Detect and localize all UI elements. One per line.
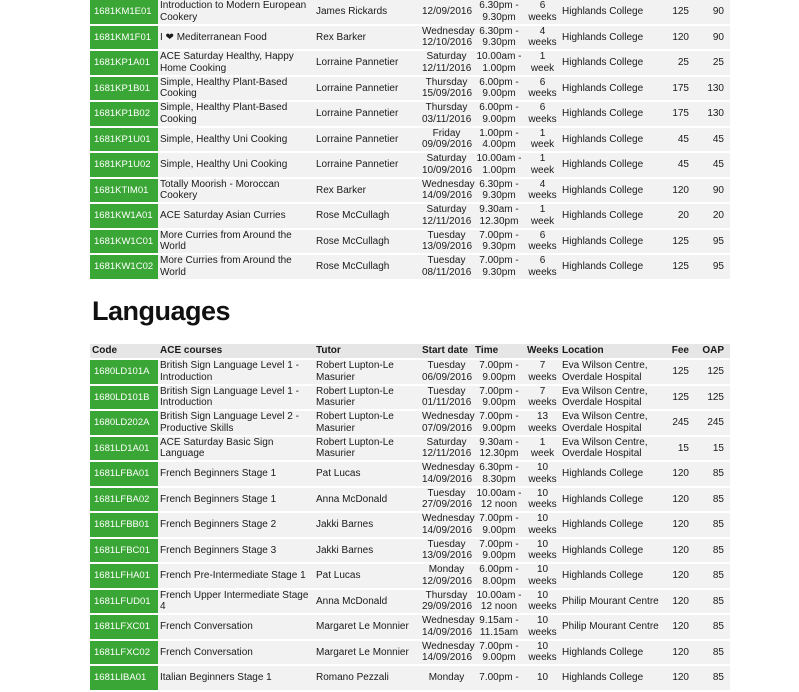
oap-fee: 130 <box>695 102 730 126</box>
header-fee: Fee <box>664 344 695 358</box>
tutor-name: Robert Lupton-Le Masurier <box>314 437 420 461</box>
duration-weeks: 10 weeks <box>525 564 560 588</box>
table-row <box>90 153 730 177</box>
course-title: Introduction to Modern European Cookery <box>158 0 314 24</box>
course-title: French Beginners Stage 3 <box>158 539 314 563</box>
session-time: 9.30am - 12.30pm <box>473 437 525 461</box>
start-date: Tuesday 13/09/2016 <box>422 229 473 253</box>
table-row <box>90 437 730 461</box>
session-time: 7.00pm - 9.00pm <box>473 641 525 665</box>
fee: 125 <box>664 230 695 254</box>
fee: 125 <box>664 386 695 410</box>
table-row <box>90 102 730 126</box>
fee: 45 <box>664 153 695 177</box>
session-time: 6.00pm - 9.00pm <box>473 77 525 101</box>
start-date: Friday 09/09/2016 <box>422 127 473 151</box>
session-time: 6.00pm - 8.00pm <box>473 564 525 588</box>
course-code: 1681KM1F01 <box>90 26 158 50</box>
duration-weeks: 10 weeks <box>525 615 560 639</box>
table-row <box>90 360 730 384</box>
session-time: 7.00pm - 9.00pm <box>473 513 525 537</box>
course-title: British Sign Language Level 1 - Introduction <box>158 360 314 384</box>
course-code: 1681LFBA01 <box>90 462 158 486</box>
oap-fee: 90 <box>695 0 730 24</box>
duration-weeks: 10 weeks <box>525 641 560 665</box>
course-code: 1680LD101A <box>90 360 158 384</box>
header-time: Time <box>473 344 525 358</box>
table-row <box>90 539 730 563</box>
location: Highlands College <box>560 513 664 537</box>
duration-weeks: 4 weeks <box>525 26 560 50</box>
duration-weeks: 1 week <box>525 204 560 228</box>
fee: 120 <box>664 488 695 512</box>
course-code: 1681KP1A01 <box>90 51 158 75</box>
oap-fee: 125 <box>695 386 730 410</box>
oap-fee: 85 <box>695 488 730 512</box>
location: Highlands College <box>560 564 664 588</box>
location: Highlands College <box>560 666 664 690</box>
session-time: 7.00pm - 9.00pm <box>473 386 525 410</box>
session-time: 10.00am - 1.00pm <box>473 51 525 75</box>
oap-fee: 85 <box>695 590 730 614</box>
tutor-name: Margaret Le Monnier <box>314 615 420 639</box>
oap-fee: 125 <box>695 360 730 384</box>
table-row <box>90 204 730 228</box>
location: Philip Mourant Centre <box>560 615 664 639</box>
duration-weeks: 6 weeks <box>525 230 560 254</box>
section-heading-languages: Languages <box>92 296 231 326</box>
session-time: 6.30pm - 9.30pm <box>473 179 525 203</box>
course-title: French Conversation <box>158 641 314 665</box>
start-date: Wednesday 14/09/2016 <box>422 462 475 485</box>
location: Highlands College <box>560 488 664 512</box>
oap-fee: 90 <box>695 26 730 50</box>
course-code: 1681KP1U01 <box>90 128 158 152</box>
start-date: Wednesday 14/09/2016 <box>422 178 475 202</box>
course-code: 1681LFHA01 <box>90 564 158 588</box>
oap-fee: 85 <box>695 666 730 690</box>
duration-weeks: 10 weeks <box>525 488 560 512</box>
course-code: 1681LFBB01 <box>90 513 158 537</box>
duration-weeks: 4 weeks <box>525 179 560 203</box>
oap-fee: 85 <box>695 641 730 665</box>
location: Eva Wilson Centre, Overdale Hospital <box>560 411 664 435</box>
course-code: 1681KP1U02 <box>90 153 158 177</box>
course-code: 1681KP1B02 <box>90 102 158 126</box>
start-date: Wednesday 14/09/2016 <box>422 513 475 536</box>
course-code: 1681LFBA02 <box>90 488 158 512</box>
course-title: British Sign Language Level 1 - Introduction <box>158 386 314 410</box>
course-title: Simple, Healthy Uni Cooking <box>158 128 314 152</box>
fee: 120 <box>664 615 695 639</box>
table-row <box>90 386 730 410</box>
oap-fee: 15 <box>695 437 730 461</box>
course-code: 1680LD101B <box>90 386 158 410</box>
oap-fee: 25 <box>695 51 730 75</box>
duration-weeks: 6 weeks <box>525 77 560 101</box>
start-date: Tuesday 06/09/2016 <box>422 360 473 383</box>
location: Highlands College <box>560 153 664 177</box>
tutor-name: Anna McDonald <box>314 488 420 512</box>
tutor-name: Pat Lucas <box>314 564 420 588</box>
fee: 120 <box>664 564 695 588</box>
course-code: 1681LD1A01 <box>90 437 158 461</box>
start-date: Thursday 15/09/2016 <box>422 76 473 100</box>
course-code: 1681KTIM01 <box>90 179 158 203</box>
header-oap: OAP <box>695 344 730 358</box>
start-date: Tuesday 01/11/2016 <box>422 385 472 409</box>
course-title: French Beginners Stage 1 <box>158 488 314 512</box>
location: Eva Wilson Centre, Overdale Hospital <box>560 360 664 384</box>
table-row <box>90 179 730 203</box>
course-title: More Curries from Around the World <box>158 230 314 254</box>
location: Highlands College <box>560 539 664 563</box>
session-time: 7.00pm - 9.00pm <box>473 539 525 563</box>
cooking-courses-table <box>90 0 730 281</box>
fee: 120 <box>664 26 695 50</box>
start-date: Wednesday 14/09/2016 <box>422 615 475 638</box>
header-tutor: Tutor <box>314 344 420 358</box>
session-time: 7.00pm - 9.00pm <box>473 360 525 384</box>
location: Highlands College <box>560 51 664 75</box>
oap-fee: 130 <box>695 77 730 101</box>
oap-fee: 45 <box>695 153 730 177</box>
tutor-name: Rose McCullagh <box>314 230 420 254</box>
course-code: 1681LFXC01 <box>90 615 158 639</box>
duration-weeks: 10 weeks <box>525 462 560 486</box>
tutor-name: Robert Lupton-Le Masurier <box>314 360 420 384</box>
table-row <box>90 255 730 279</box>
location: Highlands College <box>560 77 664 101</box>
duration-weeks: 13 weeks <box>525 411 560 435</box>
duration-weeks: 1 week <box>525 128 560 152</box>
oap-fee: 85 <box>695 462 730 486</box>
course-title: Simple, Healthy Plant-Based Cooking <box>158 102 314 126</box>
table-row <box>90 411 730 435</box>
table-row <box>90 513 730 537</box>
course-title: ACE Saturday Basic Sign Language <box>158 437 314 461</box>
tutor-name: Jakki Barnes <box>314 539 420 563</box>
tutor-name: Robert Lupton-Le Masurier <box>314 386 420 410</box>
location: Highlands College <box>560 230 664 254</box>
table-row <box>90 590 730 614</box>
tutor-name: Lorraine Pannetier <box>314 128 420 152</box>
course-code: 1681KP1B01 <box>90 77 158 101</box>
fee: 175 <box>664 77 695 101</box>
oap-fee: 95 <box>695 255 730 279</box>
table-row <box>90 0 730 24</box>
tutor-name: Anna McDonald <box>314 590 420 614</box>
session-time: 7.00pm - <box>473 666 525 690</box>
tutor-name: Lorraine Pannetier <box>314 153 420 177</box>
fee: 45 <box>664 128 695 152</box>
duration-weeks: 10 weeks <box>525 590 560 614</box>
session-time: 6.30pm - 8.30pm <box>473 462 525 486</box>
duration-weeks: 10 <box>525 666 560 690</box>
start-date: Tuesday 27/09/2016 <box>422 487 473 511</box>
duration-weeks: 7 weeks <box>525 386 560 410</box>
tutor-name: Jakki Barnes <box>314 513 420 537</box>
start-date: Tuesday 13/09/2016 <box>422 538 473 562</box>
course-code: 1681LFUD01 <box>90 590 158 614</box>
fee: 175 <box>664 102 695 126</box>
duration-weeks: 1 week <box>525 437 560 461</box>
start-date: Thursday 03/11/2016 <box>422 102 472 125</box>
location: Highlands College <box>560 255 664 279</box>
session-time: 6.00pm - 9.00pm <box>473 102 525 126</box>
fee: 120 <box>664 641 695 665</box>
duration-weeks: 10 weeks <box>525 513 560 537</box>
location: Highlands College <box>560 204 664 228</box>
duration-weeks: 10 weeks <box>525 539 560 563</box>
fee: 120 <box>664 539 695 563</box>
start-date: Monday 12/09/2016 <box>422 564 473 587</box>
start-date: Monday <box>420 666 473 690</box>
table-row <box>90 77 730 101</box>
session-time: 7.00pm - 9.00pm <box>473 411 525 435</box>
tutor-name: Rose McCullagh <box>314 204 420 228</box>
course-code: 1681KW1C01 <box>90 230 158 254</box>
course-code: 1681LIBA01 <box>90 666 158 690</box>
course-code: 1681KM1E01 <box>90 0 158 24</box>
tutor-name: Margaret Le Monnier <box>314 641 420 665</box>
course-code: 1681KW1A01 <box>90 204 158 228</box>
oap-fee: 20 <box>695 204 730 228</box>
tutor-name: Romano Pezzali <box>314 666 420 690</box>
location: Highlands College <box>560 102 664 126</box>
location: Eva Wilson Centre, Overdale Hospital <box>560 386 664 410</box>
session-time: 6.30pm - 9.30pm <box>473 0 525 24</box>
location: Highlands College <box>560 641 664 665</box>
course-title: French Beginners Stage 1 <box>158 462 314 486</box>
table-row <box>90 564 730 588</box>
fee: 15 <box>664 437 695 461</box>
location: Highlands College <box>560 0 664 24</box>
start-date: Saturday 12/11/2016 <box>422 51 472 74</box>
header-location: Location <box>560 344 664 358</box>
fee: 245 <box>664 411 695 435</box>
course-title: I ❤ Mediterranean Food <box>158 26 314 50</box>
tutor-name: Robert Lupton-Le Masurier <box>314 411 420 435</box>
table-row <box>90 462 730 486</box>
location: Highlands College <box>560 462 664 486</box>
fee: 120 <box>664 462 695 486</box>
table-row <box>90 666 730 690</box>
oap-fee: 85 <box>695 615 730 639</box>
fee: 120 <box>664 179 695 203</box>
duration-weeks: 6 weeks <box>525 0 560 24</box>
course-title: More Curries from Around the World <box>158 255 314 279</box>
start-date: Saturday 12/11/2016 <box>422 436 472 460</box>
course-title: French Beginners Stage 2 <box>158 513 314 537</box>
table-row <box>90 488 730 512</box>
header-code: Code <box>90 344 158 358</box>
start-date: Wednesday 14/09/2016 <box>422 640 475 664</box>
languages-courses-table <box>90 342 730 692</box>
table-header-row <box>90 344 730 358</box>
location: Highlands College <box>560 26 664 50</box>
fee: 20 <box>664 204 695 228</box>
duration-weeks: 6 weeks <box>525 255 560 279</box>
fee: 125 <box>664 360 695 384</box>
table-row <box>90 26 730 50</box>
fee: 120 <box>664 590 695 614</box>
course-title: Simple, Healthy Plant-Based Cooking <box>158 77 314 101</box>
oap-fee: 95 <box>695 230 730 254</box>
location: Eva Wilson Centre, Overdale Hospital <box>560 437 664 461</box>
course-title: Simple, Healthy Uni Cooking <box>158 153 314 177</box>
header-start-date: Start date <box>420 344 473 358</box>
table-row <box>90 615 730 639</box>
location: Highlands College <box>560 128 664 152</box>
tutor-name: Lorraine Pannetier <box>314 51 420 75</box>
tutor-name: Lorraine Pannetier <box>314 102 420 126</box>
course-code: 1681LFXC02 <box>90 641 158 665</box>
tutor-name: Pat Lucas <box>314 462 420 486</box>
course-code: 1681KW1C02 <box>90 255 158 279</box>
duration-weeks: 1 week <box>525 153 560 177</box>
tutor-name: Rex Barker <box>314 179 420 203</box>
session-time: 7.00pm - 9.30pm <box>473 255 525 279</box>
start-date: Wednesday 12/10/2016 <box>422 25 475 49</box>
fee: 125 <box>664 0 695 24</box>
duration-weeks: 7 weeks <box>525 360 560 384</box>
course-title: French Upper Intermediate Stage 4 <box>158 590 314 614</box>
location: Highlands College <box>560 179 664 203</box>
header-weeks: Weeks <box>527 345 559 357</box>
session-time: 10.00am - 12 noon <box>473 488 525 512</box>
oap-fee: 85 <box>695 564 730 588</box>
oap-fee: 45 <box>695 128 730 152</box>
table-row <box>90 128 730 152</box>
tutor-name: James Rickards <box>314 0 420 24</box>
session-time: 10.00am - 1.00pm <box>473 153 525 177</box>
tutor-name: Rose McCullagh <box>314 255 420 279</box>
tutor-name: Rex Barker <box>314 26 420 50</box>
course-title: Italian Beginners Stage 1 <box>158 666 314 690</box>
course-title: ACE Saturday Asian Curries <box>158 204 314 228</box>
start-date: Saturday 10/09/2016 <box>422 153 473 176</box>
course-title: British Sign Language Level 2 - Productive Skills <box>158 411 314 435</box>
session-time: 7.00pm - 9.30pm <box>473 230 525 254</box>
fee: 120 <box>664 513 695 537</box>
start-date: 12/09/2016 <box>420 0 473 24</box>
oap-fee: 85 <box>695 513 730 537</box>
course-title: French Pre-Intermediate Stage 1 <box>158 564 314 588</box>
course-code: 1680LD202A <box>90 411 158 435</box>
fee: 120 <box>664 666 695 690</box>
table-row <box>90 230 730 254</box>
start-date: Tuesday 08/11/2016 <box>422 255 472 278</box>
table-row <box>90 51 730 75</box>
start-date: Saturday 12/11/2016 <box>422 204 472 227</box>
start-date: Wednesday 07/09/2016 <box>422 411 475 434</box>
oap-fee: 90 <box>695 179 730 203</box>
course-title: Totally Moorish - Moroccan Cookery <box>158 179 314 203</box>
duration-weeks: 6 weeks <box>525 102 560 126</box>
session-time: 9.15am - 11.15am <box>473 615 525 639</box>
fee: 125 <box>664 255 695 279</box>
header-course: ACE courses <box>158 344 314 358</box>
course-title: French Conversation <box>158 615 314 639</box>
session-time: 10.00am - 12 noon <box>473 590 525 614</box>
start-date: Thursday 29/09/2016 <box>422 589 473 613</box>
oap-fee: 85 <box>695 539 730 563</box>
duration-weeks: 1 week <box>525 51 560 75</box>
location: Philip Mourant Centre <box>560 590 664 614</box>
session-time: 6.30pm - 9.30pm <box>473 26 525 50</box>
table-row <box>90 641 730 665</box>
session-time: 9.30am - 12.30pm <box>473 204 525 228</box>
oap-fee: 245 <box>695 411 730 435</box>
tutor-name: Lorraine Pannetier <box>314 77 420 101</box>
course-code: 1681LFBC01 <box>90 539 158 563</box>
course-title: ACE Saturday Healthy, Happy Home Cooking <box>158 51 314 75</box>
fee: 25 <box>664 51 695 75</box>
session-time: 1.00pm - 4.00pm <box>473 128 525 152</box>
